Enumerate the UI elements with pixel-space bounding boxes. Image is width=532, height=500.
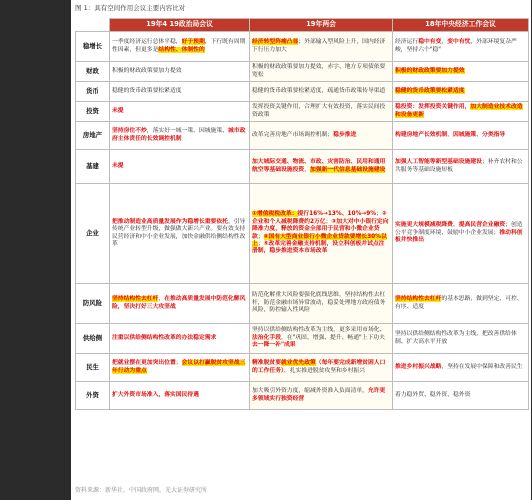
table-body (76, 32, 529, 410)
source-note: 资料来源：新华社，中国政府网，光大证券研究所 (75, 487, 208, 494)
table-cell (110, 82, 250, 102)
row-category: 防风险 (76, 284, 110, 324)
table-cell (250, 82, 393, 102)
cell-text: ； (325, 218, 332, 225)
cell-text: 提行16%→13%、10%→9% (297, 211, 377, 218)
cell-text: ③加大对中小银行定向降准力度，释放的资金全部用于民营和小微企业贷款 (252, 218, 389, 240)
cell-text: 就业优先政策 (281, 360, 316, 367)
table-cell (110, 32, 250, 62)
cell-text: 未提 (112, 107, 124, 114)
table-row (76, 354, 529, 382)
cell-text: 积极的财政政策要加力提效，赤字、地方专项债依要宽松 (252, 64, 386, 78)
cell-text: ；创造公平竞争制度环境，鼓励中小企业发展； (395, 222, 523, 236)
cell-text: 稳健的货币政策要松紧适度，疏通货币政策传导渠道 (252, 87, 386, 94)
table-cell (110, 62, 250, 82)
table-cell (393, 62, 529, 82)
cell-text: 把推动制造业高质量发展作为稳增长重要依托 (112, 218, 228, 225)
cell-text: 积极的财政政策要加力提效 (395, 67, 465, 74)
cell-text: ， (452, 222, 459, 229)
table-cell (250, 324, 393, 354)
cell-text: 加强新一代信息基础设施建设 (310, 166, 386, 173)
cell-text: 推动科创板并快推出 (395, 229, 523, 244)
comparison-table (75, 18, 529, 410)
row-category: 企业 (76, 184, 110, 284)
cell-text: 变中有忧 (447, 39, 471, 46)
table-cell (393, 354, 529, 382)
header-col-3: 18年中央经济工作会议 (393, 19, 529, 32)
row-category: 投资 (76, 102, 110, 122)
cell-text: 结构性、体制性的 (158, 46, 205, 53)
report-page (71, 0, 531, 500)
table-cell (393, 82, 529, 102)
row-category: 外资 (76, 382, 110, 410)
cell-text: 着力稳外贸、稳外资、稳外资 (395, 391, 471, 398)
cell-text: ，坚持在发展中保障和改善民生 (441, 363, 523, 370)
cell-text: ，在"巩固、增强、提升、畅通"上下功夫 (281, 334, 385, 341)
table-cell (110, 354, 250, 382)
table-row (76, 32, 529, 62)
table-row (76, 284, 529, 324)
table-cell (393, 382, 529, 410)
table-cell (250, 62, 393, 82)
table-cell (110, 324, 250, 354)
cell-text: ， (447, 131, 453, 138)
row-category: 民生 (76, 354, 110, 382)
cell-text: 一季度经济运行总体平稳， (112, 39, 182, 46)
cell-text: 坚持结构性去杠杆 (112, 296, 159, 303)
table-cell (393, 150, 529, 184)
cell-text: ；补齐农村和公共服务等基础设施短板 (395, 159, 523, 173)
table-cell (393, 122, 529, 150)
cell-text: ， (304, 166, 310, 173)
cell-text: 、 (476, 131, 483, 138)
cell-text: 防范化解重大风险要强化底线思维，坚持结构性去杠杆，防范金融市场异常波动，稳妥处理地方政府债务风险，防控输入性风险 (252, 292, 386, 314)
cell-text: 推进乡村振兴战略 (395, 363, 442, 370)
cell-text: ：发挥投资关键作用， (412, 104, 471, 111)
table-cell (110, 184, 250, 284)
cell-text: 城市政府主体责任的长效调控机制 (112, 128, 246, 142)
cell-text: ， (158, 296, 165, 303)
row-category: 基建 (76, 150, 110, 184)
table-cell (250, 32, 393, 62)
cell-text: ； (257, 233, 264, 240)
table-row (76, 184, 529, 284)
table-row (76, 324, 529, 354)
table-cell (250, 382, 393, 410)
cell-text: 经济转型阵痛凸显 (252, 39, 299, 46)
cell-text: ，落实好一城一策、因城施策、 (146, 128, 228, 135)
table-cell (110, 382, 250, 410)
table-cell (393, 102, 529, 122)
cell-text: ④国有大型商业银行小微企业贷款要增长30%以上 (252, 233, 387, 247)
cell-text: 会议以打赢脱贫攻坚战三年行动为重点 (112, 360, 246, 374)
row-category: 财政 (76, 62, 110, 82)
cell-text: （每年要完成新增贫困人口的工作任务） (252, 360, 386, 374)
table-row (76, 382, 529, 410)
table-cell (393, 284, 529, 324)
cell-text: 稳投资 (395, 104, 413, 111)
cell-text: 精准脱贫要 (252, 360, 281, 367)
cell-text: ， (441, 39, 448, 46)
cell-text: 加强人工智能等新型基础设施建设 (395, 159, 482, 166)
cell-text: 坚持以供给侧结构性改革为主线，把改善供给体制、扩大高水平开放 (395, 331, 517, 345)
table-row (76, 122, 529, 150)
table-cell (250, 354, 393, 382)
table-cell (393, 32, 529, 62)
header-row (76, 19, 529, 32)
cell-text: ②企业和个人减税降费约2万亿 (252, 211, 387, 225)
cell-text: 稳健的货币政策要松紧适度 (112, 87, 182, 94)
cell-text: 的基本思路，做到坚定、可控、有序、适度 (395, 296, 523, 310)
cell-text: 发挥投资关键作用，合理扩大有效投资，落实民间投资政策 (252, 104, 386, 118)
table-cell (110, 102, 250, 122)
table-cell (110, 150, 250, 184)
cell-text: 改革完善房地产市场调控机制； (252, 131, 334, 138)
cell-text: 加大城际交通、物流、市政、灾害防治、民用和通用航空等基础设施投资 (252, 159, 386, 173)
row-category: 货币 (76, 82, 110, 102)
cell-text: ； (257, 240, 264, 247)
cell-text: ，引导传统产业转型升级，做强做大新兴产业。要有效支持民营经济和中小企业发展，加快金融供给侧结构性改革 (112, 218, 246, 247)
cell-text: 稳健的货币政策要松紧适度 (395, 87, 465, 94)
cell-text: 积极的财政政策要加力提效 (112, 67, 182, 74)
table-cell (250, 150, 393, 184)
table-row (76, 150, 529, 184)
cell-text: ；外部输入型风险上升，国内经济下行压力加大 (252, 39, 386, 53)
cell-text: ①增值税税改革： (252, 211, 298, 218)
row-category: 稳增长 (76, 32, 110, 62)
cell-text: 把就业摆在更加突出位置 (112, 360, 176, 367)
cell-text: 去一降一补"成果 (252, 342, 296, 349)
cell-text: 落实国民待遇 (164, 391, 199, 398)
cell-text: 稳中有变 (418, 39, 442, 46)
cell-text: 扩大外资市场准入， (112, 391, 165, 398)
cell-text: 坚持房住不炒 (112, 128, 147, 135)
cell-text: 稳步推进 (333, 131, 357, 138)
cell-text: 在推动高质量发展中防范化解风险，坚决打好三大攻坚战 (112, 296, 246, 310)
table-cell (250, 184, 393, 284)
cell-text: 加大制造业技术改造和设备更新 (395, 104, 523, 118)
table-cell (393, 324, 529, 354)
cell-text: 经济运行 (395, 39, 419, 46)
cell-text: 坚持结构性去杠杆 (395, 296, 442, 303)
table-cell (110, 284, 250, 324)
cell-text: 分类指导 (482, 131, 506, 138)
cell-text: ⑤改革完善金融支持机制，设立科创板并试点注册制，稳步推进资本市场改革 (252, 240, 385, 255)
header-col-2: 19年两会 (250, 19, 393, 32)
cell-text: ，外部环境复杂严峻，坚持六个"稳" (395, 39, 517, 53)
cell-text: 允许更多领域实行独资经营 (252, 388, 386, 402)
table-cell (250, 102, 393, 122)
table-cell (250, 122, 393, 150)
row-category: 房地产 (76, 122, 110, 150)
header-corner (76, 19, 110, 32)
header-col-1: 19年4 19政治局会议 (110, 19, 250, 32)
cell-text: 加大吸引外资力度，缩减外资准入负面清单， (252, 388, 368, 395)
table-cell (110, 122, 250, 150)
table-row (76, 62, 529, 82)
cell-text: ，下行既有周期性因素，但更多是 (112, 39, 246, 53)
cell-text: 构建房地产长效机制 (395, 131, 448, 138)
cell-text: 好于预期 (181, 39, 205, 46)
cell-text: 因城施策 (453, 131, 477, 138)
cell-text: 注重以供给侧结构性改革的办法稳定需求 (112, 334, 217, 341)
cell-text: 坚持以供给侧结构性改革为主线，更多采用市场化、 (252, 327, 386, 334)
table-cell (393, 184, 529, 284)
cell-text: ； (175, 360, 182, 367)
table-cell (250, 284, 393, 324)
row-category: 供给侧 (76, 324, 110, 354)
cell-text: 提高民营企业融资 (458, 222, 506, 229)
cell-text: ； (376, 211, 382, 218)
cell-text: 未提 (112, 162, 124, 169)
cell-text: 法治化手段 (252, 334, 281, 341)
table-row (76, 102, 529, 122)
table-row (76, 82, 529, 102)
cell-text: ，扎实推进脱贫攻坚和乡村振兴 (283, 367, 366, 374)
cell-text: 实施更大规模减税降费 (395, 222, 453, 229)
figure-title: 图 1：具有空间作用会议主要内容比对 (75, 4, 186, 12)
